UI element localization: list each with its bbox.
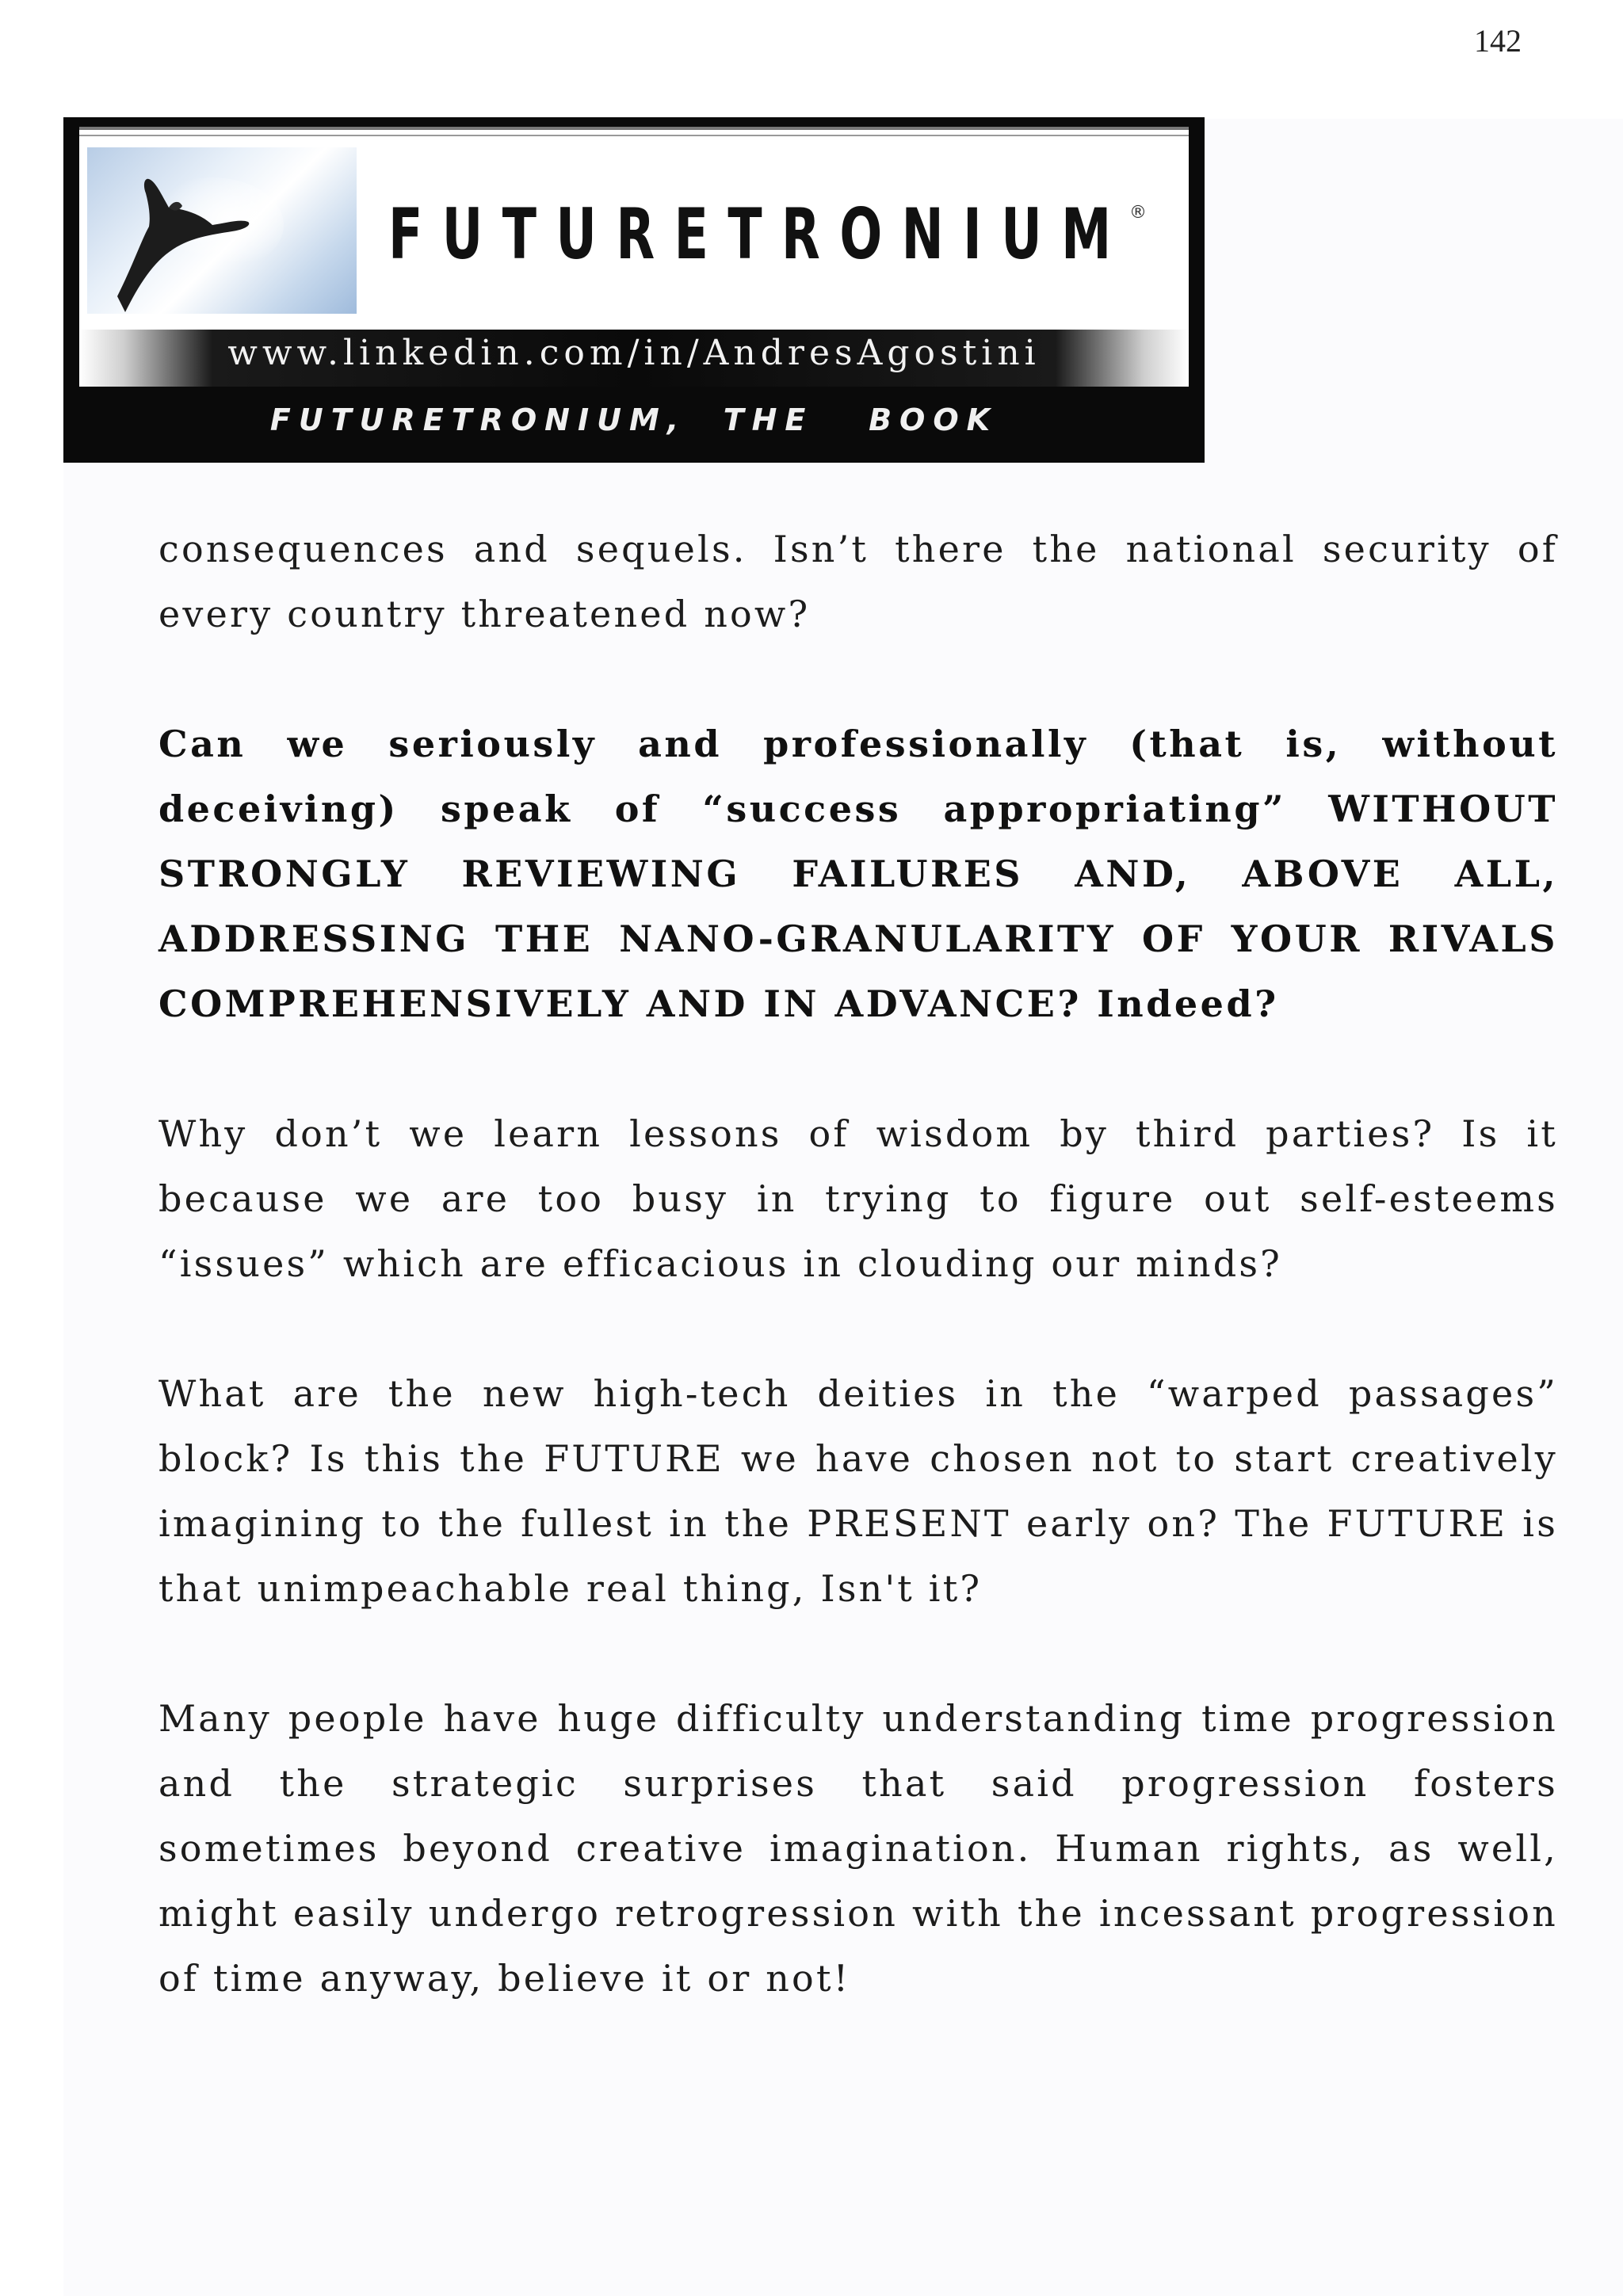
paragraph: What are the new high-tech deities in the “warped passages” block? Is this the FUTURE we have chosen not to start creatively imagining to the fullest in the PRESENT early on? The FUTURE is that unimpeachable real thing, Isn't it? xyxy=(158,1372,1558,1610)
linkedin-url[interactable]: www.linkedin.com/in/AndresAgostini xyxy=(227,333,1041,373)
body-text xyxy=(158,517,1558,2076)
futuretronium-banner xyxy=(63,117,1205,463)
paragraph-bold: Can we seriously and professionally (that is, without deceiving) speak of “success appropriating” WITHOUT STRONGLY REVIEWING FAILURES AND, ABOVE ALL, ADDRESSING THE NANO-GRANULARITY OF YOUR RIVALS COMPREHENSIVELY AND IN ADVANCE? Indeed? xyxy=(158,723,1558,1025)
page-number: 142 xyxy=(1474,23,1522,59)
paragraph: Why don’t we learn lessons of wisdom by third parties? Is it because we are too busy in trying to figure out self-esteems “issues” which are efficacious in clouding our minds? xyxy=(158,1112,1558,1285)
banner-rule xyxy=(79,135,1189,136)
open-hand-icon xyxy=(94,162,284,312)
brand-name: FUTURETRONIUM xyxy=(388,193,1131,275)
book-label: FUTURETRONIUM, THE BOOK xyxy=(269,402,999,437)
banner-logo-panel xyxy=(79,127,1189,373)
paragraph: Many people have huge difficulty understanding time progression and the strategic surprises that said progression fosters sometimes beyond creative imagination. Human rights, as well, might easily undergo retrogression with the incessant progression of time anyway, believe it or not! xyxy=(158,1697,1558,2000)
paragraph: consequences and sequels. Isn’t there the national security of every country threatened now? xyxy=(158,528,1558,635)
registered-mark: ® xyxy=(1129,203,1147,223)
